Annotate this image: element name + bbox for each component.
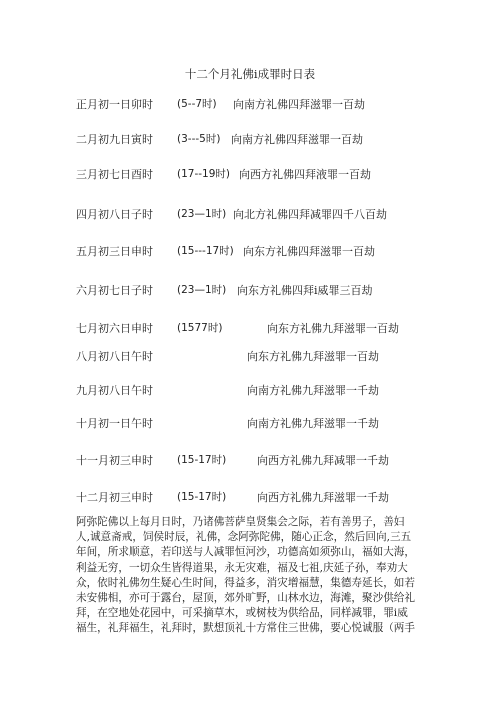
row-date: 七月初六日申时	[76, 322, 153, 335]
row-date: 十一月初三申时	[76, 454, 153, 467]
row-time: (23—1时)	[177, 208, 227, 220]
paragraph-line: 年间，所求顺意，若印送与人减罪恒河沙，功德高如须弥山，福如大海，	[76, 546, 415, 559]
paragraph-line: 未安佛相，亦可于露台，屋顶，郊外旷野，山林水边，海滩，聚沙供给礼	[76, 592, 415, 605]
paragraph-line: 利益无穷，一切众生皆得道果，永无灾难，福及七祖,庆延子孙，奉劝大	[76, 561, 408, 574]
table-row	[0, 452, 500, 468]
page-title: 十二个月礼佛i成罪时日表	[184, 67, 316, 81]
row-text: 向东方礼佛四拜i威罪三百劫	[237, 284, 373, 297]
table-row	[0, 243, 500, 259]
table-row	[0, 206, 500, 222]
table-row	[0, 282, 500, 298]
row-time: (1577时)	[177, 322, 223, 334]
row-time: (3---5时)	[177, 133, 221, 145]
row-date: 四月初八日子时	[76, 208, 153, 221]
row-date: 九月初八日午时	[76, 384, 153, 397]
row-time: (23—1时)	[177, 284, 227, 296]
row-time: (15-17时)	[177, 491, 227, 503]
row-text: 向西方礼佛九拜减罪一千劫	[257, 454, 389, 467]
table-row	[0, 166, 500, 182]
row-date: 正月初一日卯时	[76, 98, 153, 111]
row-text: 向西方礼佛四拜液罪一百劫	[239, 168, 371, 181]
paragraph-line: 阿弥陀佛以上每月日时，乃诸佛菩萨皇贤集会之际，若有善男子，善妇	[76, 516, 405, 528]
paragraph-line: 人,诚意斋戒，饲侯时辰，礼佛，念阿弥陀佛，随心正念，然后回向,三五	[76, 531, 412, 544]
table-row	[0, 382, 500, 398]
row-text: 向东方礼佛四拜滋罪一百劫	[243, 245, 375, 258]
row-time: (5--7时)	[177, 98, 217, 110]
row-text: 向东方礼佛九拜滋罪一百劫	[247, 350, 379, 363]
row-text: 向北方礼佛四拜减罪四千八百劫	[233, 208, 387, 221]
row-date: 五月初三日申时	[76, 245, 153, 258]
row-date: 十月初一日午时	[76, 417, 153, 430]
paragraph-line: 众，依时礼佛勿生疑心生时间，得益多，消灾增福慧，集德寿延长，如若	[76, 576, 415, 589]
row-text: 向西方礼佛九拜滋罪一千劫	[257, 491, 389, 504]
paragraph-line: 福生，礼拜福生，礼拜时，默想顶礼十方常住三世佛，要心悦诚服（两手	[76, 622, 415, 635]
body-paragraph	[76, 515, 448, 637]
row-text: 向南方礼佛九拜滋罪一千劫	[247, 417, 379, 430]
row-date: 十二月初三申时	[76, 491, 153, 504]
row-date: 六月初七日子时	[76, 284, 153, 297]
row-date: 三月初七日酉时	[76, 168, 153, 181]
row-time: (15---17时)	[177, 245, 234, 257]
row-text: 向南方礼佛四拜滋罪一百劫	[233, 98, 365, 111]
table-row	[0, 348, 500, 364]
table-row	[0, 489, 500, 505]
row-date: 八月初八日午时	[76, 350, 153, 363]
table-row	[0, 96, 500, 112]
row-time: (15-17时)	[177, 454, 227, 466]
row-date: 二月初九日寅时	[76, 133, 153, 146]
table-row	[0, 320, 500, 336]
table-row	[0, 415, 500, 431]
table-row	[0, 131, 500, 147]
row-text: 向东方礼佛九拜滋罪一百劫	[267, 322, 399, 335]
row-text: 向南方礼佛四拜滋罪一百劫	[231, 133, 363, 146]
row-time: (17--19时)	[177, 168, 230, 180]
paragraph-line: 拜，在空地处花园中，可采摘草木，或树枝为供给品，同样减罪，罪i威	[76, 607, 408, 620]
row-text: 向南方礼佛九拜滋罪一千劫	[247, 384, 379, 397]
